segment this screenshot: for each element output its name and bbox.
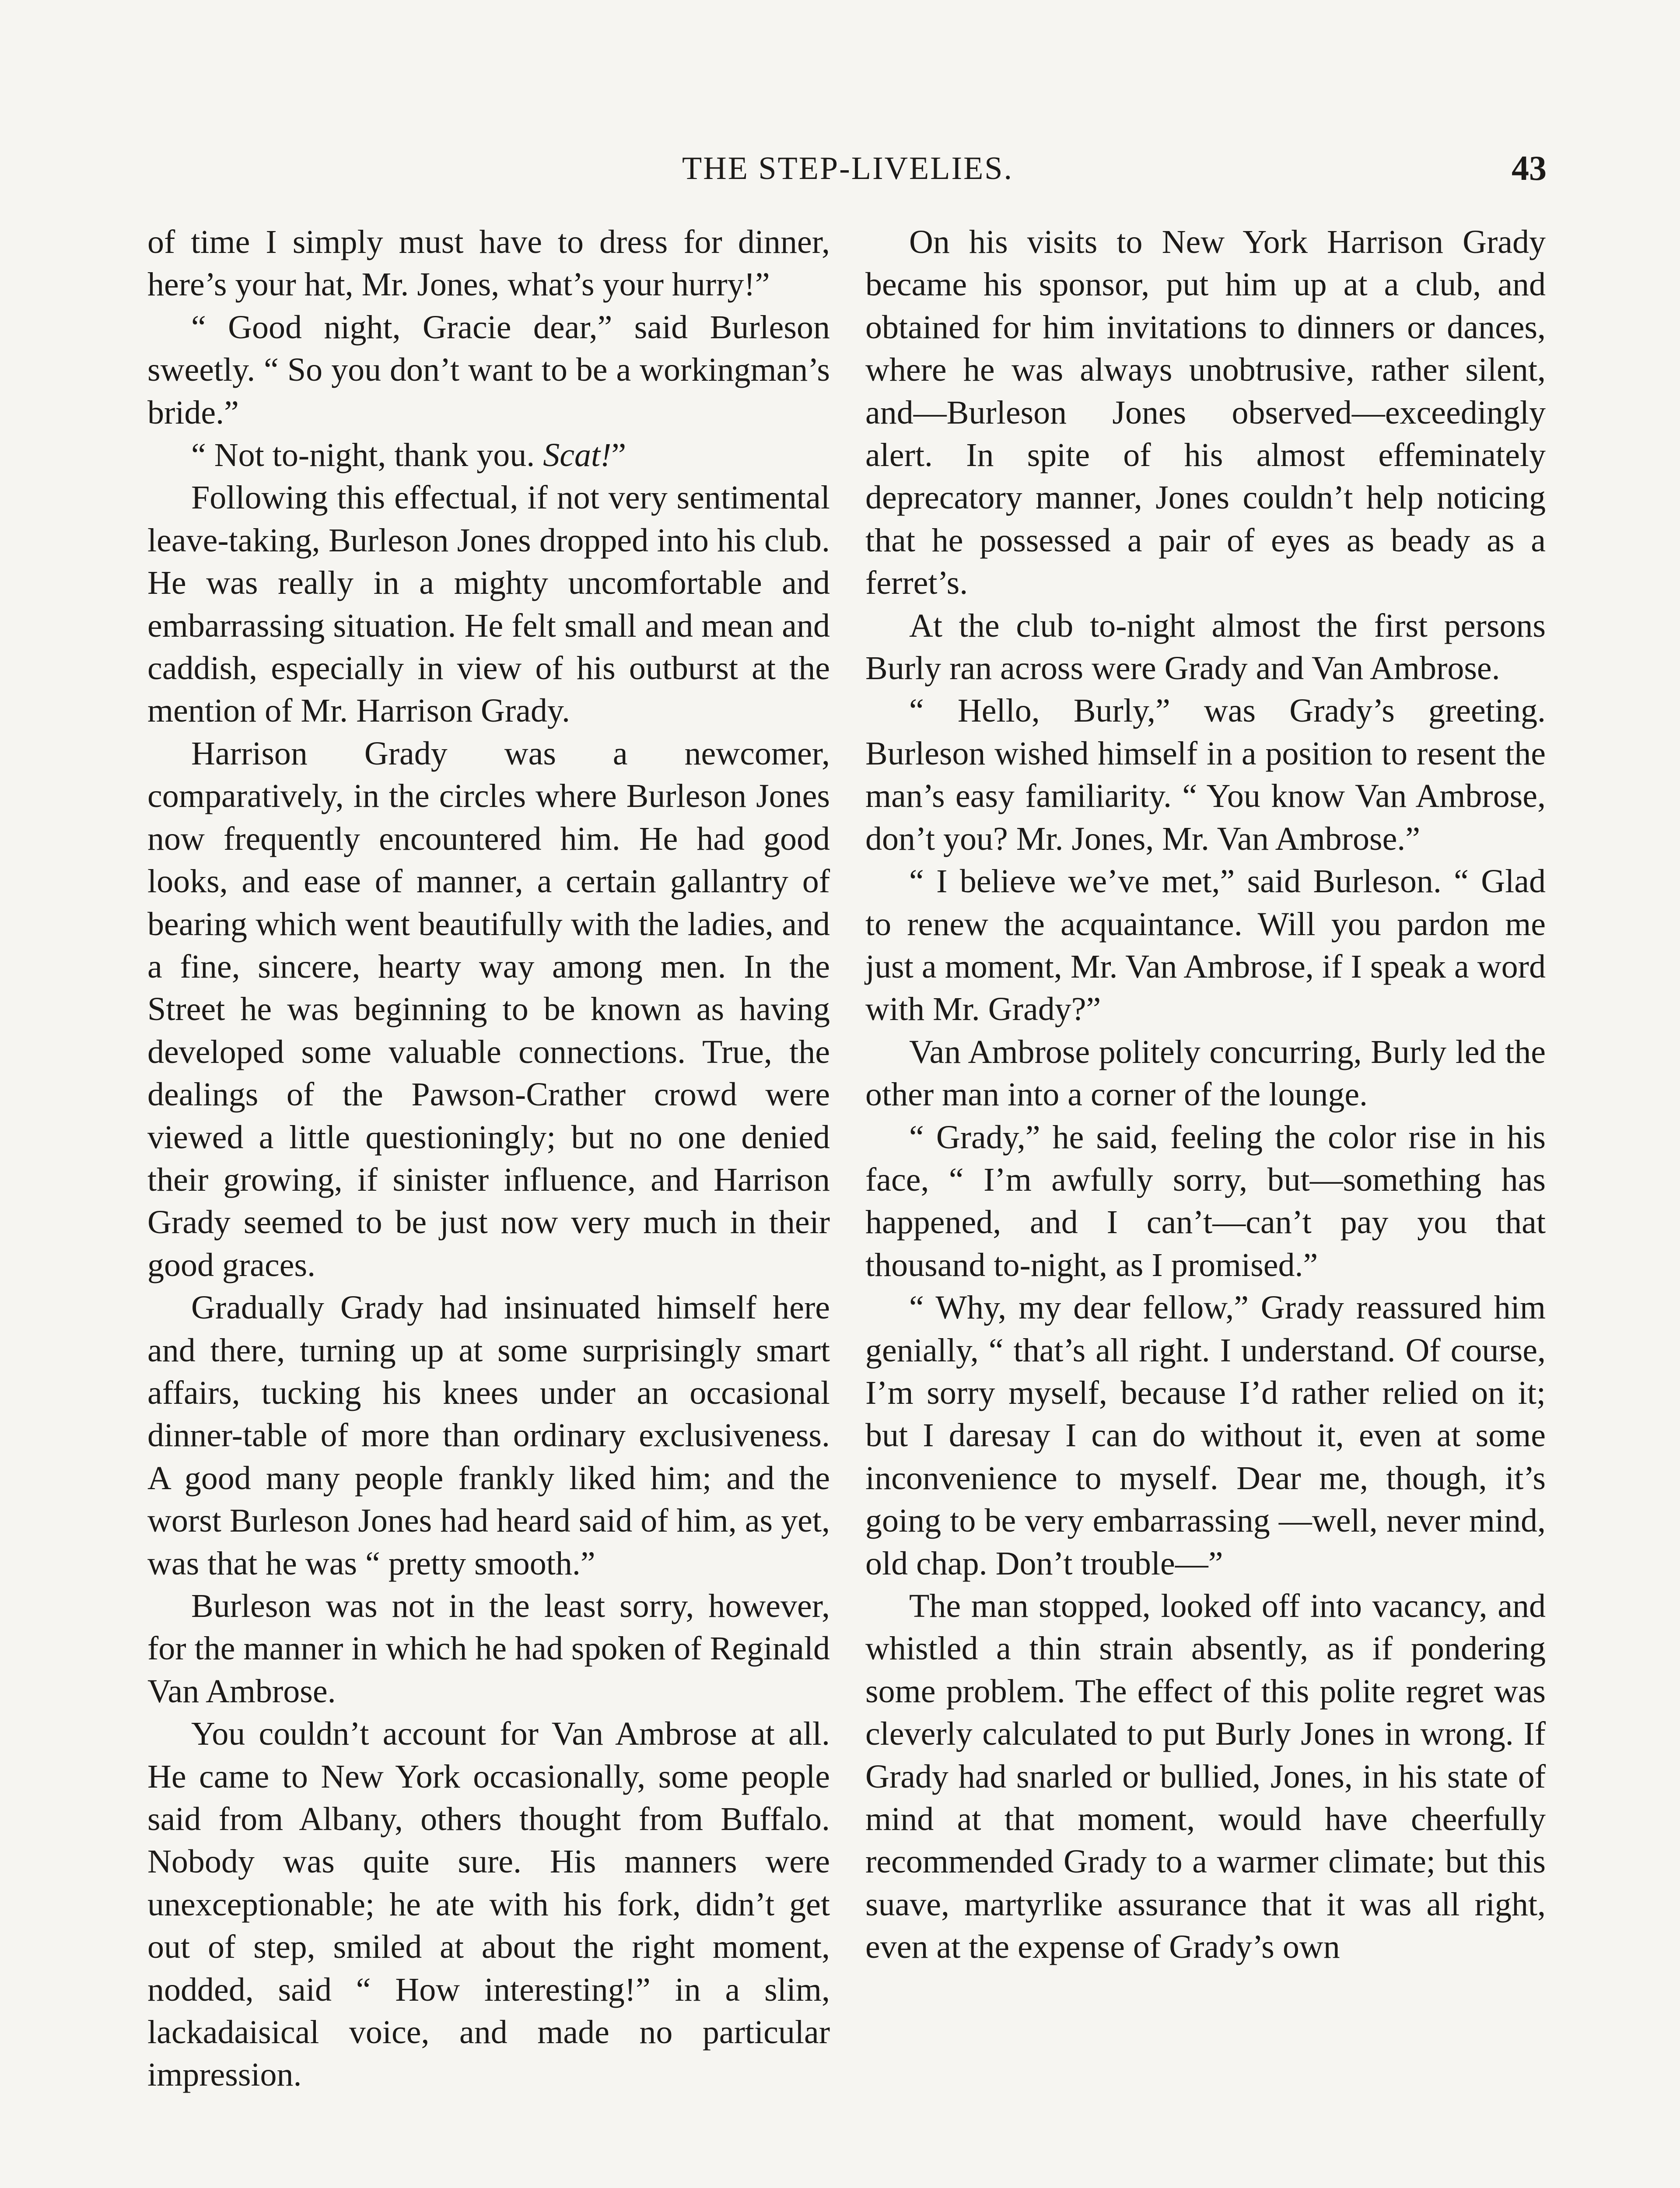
dialogue-emphasis: Scat! [543,437,612,474]
closing-quote: ” [611,437,626,474]
paragraph: Burleson was not in the least sorry, however, for the manner in which he had spoken of Reginald Van Ambrose. [147,1588,830,1710]
paragraph: “ Hello, Burly,” was Grady’s greeting. Burleson wished himself in a position to resent the man’s easy familiarity. “ You know Van Ambrose, don’t you? Mr. Jones, Mr. Van Ambrose.” [865,692,1546,857]
paragraph: You couldn’t account for Van Ambrose at all. He came to New York occasionally, some people said from Albany, others thought from Buffalo. Nobody was quite sure. His manners were unexceptionable; he ate with his fork, didn’t get out of step, smiled at about the right moment, nodded, said “ How interesting!” in a slim, lackadaisical voice, and made no particular impression. [147,1715,830,2093]
paragraph: Van Ambrose politely concurring, Burly led the other man into a corner of the lounge. [865,1033,1546,1113]
paragraph: “ Good night, Gracie dear,” said Burleson sweetly. “ So you don’t want to be a workingman’s bride.” [147,309,830,431]
paragraph: At the club to-night almost the first persons Burly ran across were Grady and Van Ambrose. [865,607,1546,687]
paragraph [147,434,830,477]
left-column [147,221,830,2097]
page-number: 43 [1512,149,1547,188]
running-title: THE STEP-LIVELIES. [682,151,1013,186]
paragraph: “ Why, my dear fellow,” Grady reassured him genially, “ that’s all right. I understand. Of course, I’m sorry myself, because I’d rather relied on it; but I daresay I can do without it, even at some inconvenience to myself. Dear me, though, it’s going to be very embarrassing —well, never mind, old chap. Don’t trouble—” [865,1289,1546,1582]
right-column [865,221,1546,1969]
paragraph: Following this effectual, if not very sentimental leave-taking, Burleson Jones dropped into his club. He was really in a mighty uncomfortable and embarrassing situation. He felt small and mean and caddish, especially in view of his outburst at the mention of Mr. Harrison Grady. [147,479,830,729]
paragraph: Gradually Grady had insinuated himself here and there, turning up at some surprisingly smart affairs, tucking his knees under an occasional dinner-table of more than ordinary exclusiveness. A good many people frankly liked him; and the worst Burleson Jones had heard said of him, as yet, was that he was “ pretty smooth.” [147,1289,830,1582]
paragraph: The man stopped, looked off into vacancy, and whistled a thin strain absently, as if pondering some problem. The effect of this polite regret was cleverly calculated to put Burly Jones in wrong. If Grady had snarled or bullied, Jones, in his state of mind at that moment, would have cheerfully recommended Grady to a warmer climate; but this suave, martyrlike assurance that it was all right, even at the expense of Grady’s own [865,1588,1546,1966]
running-head [149,144,1547,193]
paragraph: Harrison Grady was a newcomer, comparatively, in the circles where Burleson Jones now frequently encountered him. He had good looks, and ease of manner, a certain gallantry of bearing which went beautifully with the ladies, and a fine, sincere, hearty way among men. In the Street he was beginning to be known as having developed some valuable connections. True, the dealings of the Pawson-Crather crowd were viewed a little questioningly; but no one denied their growing, if sinister influence, and Harrison Grady seemed to be just now very much in their good graces. [147,735,830,1283]
paragraph: On his visits to New York Harrison Grady became his sponsor, put him up at a club, and obtained for him invitations to dinners or dances, where he was always unobtrusive, rather silent, and—Burleson Jones observed—exceedingly alert. In spite of his almost effeminately deprecatory manner, Jones couldn’t help noticing that he possessed a pair of eyes as beady as a ferret’s. [865,224,1546,602]
dialogue-text: “ Not to-night, thank you. [191,437,543,474]
paragraph: “ I believe we’ve met,” said Burleson. “ Glad to renew the acquaintance. Will you pardon me just a moment, Mr. Van Ambrose, if I speak a word with Mr. Grady?” [865,863,1546,1028]
paragraph: “ Grady,” he said, feeling the color rise in his face, “ I’m awfully sorry, but—something has happened, and I can’t—can’t pay you that thousand to-night, as I promised.” [865,1119,1546,1283]
paragraph: of time I simply must have to dress for dinner, here’s your hat, Mr. Jones, what’s your hurry!” [147,224,830,303]
